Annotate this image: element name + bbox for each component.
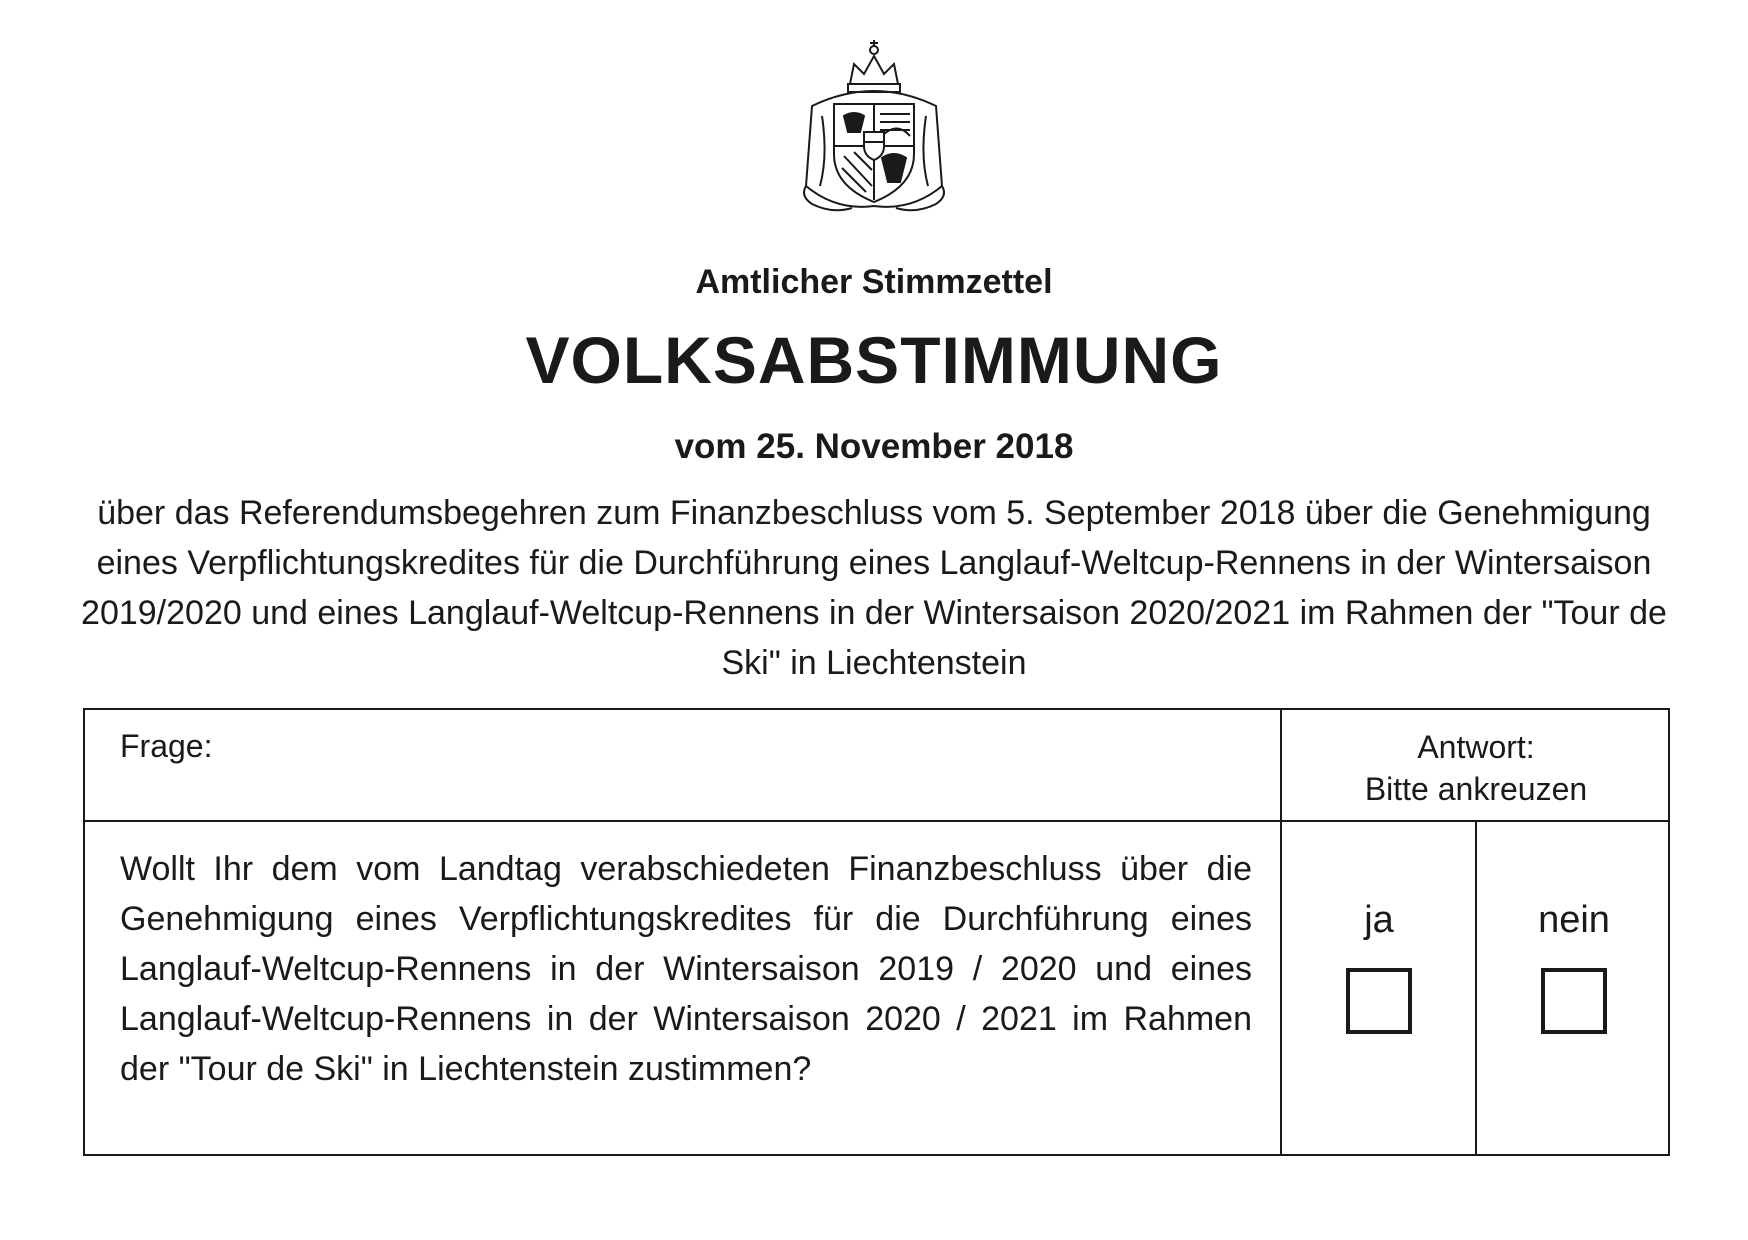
answer-header <box>1282 726 1670 810</box>
referendum-subject: über das Referendumsbegehren zum Finanzbeschluss vom 5. September 2018 über die Genehmigung eines Verpflichtungskredites für die Durchführung eines Langlauf-Weltcup-Rennens in der Wintersaison 2019/2020 und eines Langlauf-Weltcup-Rennens in der Wintersaison 2020/2021 im Rahmen der "Tour de Ski" in Liechtenstein <box>81 494 1667 682</box>
table-divider-horizontal <box>85 820 1668 822</box>
option-no-checkbox[interactable] <box>1541 968 1607 1034</box>
answer-header-title: Antwort: <box>1417 729 1535 765</box>
ballot-table <box>83 708 1670 1156</box>
answer-header-instruction: Bitte ankreuzen <box>1364 771 1588 807</box>
option-no-label: nein <box>1538 899 1610 941</box>
table-divider-options <box>1475 820 1477 1154</box>
question-header: Frage: <box>120 728 213 764</box>
coat-of-arms-icon <box>792 36 956 226</box>
question-text: Wollt Ihr dem vom Landtag verabschiedeten Finanzbeschluss über die Genehmigung eines Verpflichtungskredites für die Durchführung eines Langlauf-Weltcup-Rennens in der Wintersaison 2019 / 2020 und eines Langlauf-Weltcup-Rennens in der Wintersaison 2020 / 2021 im Rahmen der "Tour de Ski" in Liechtenstein zustimmen? <box>120 850 1252 1088</box>
page-title: VOLKSABSTIMMUNG <box>525 323 1223 397</box>
ballot-label: Amtlicher Stimmzettel <box>695 263 1053 301</box>
vote-date: vom 25. November 2018 <box>674 427 1074 466</box>
option-yes-checkbox[interactable] <box>1346 968 1412 1034</box>
option-yes-label: ja <box>1364 899 1394 941</box>
